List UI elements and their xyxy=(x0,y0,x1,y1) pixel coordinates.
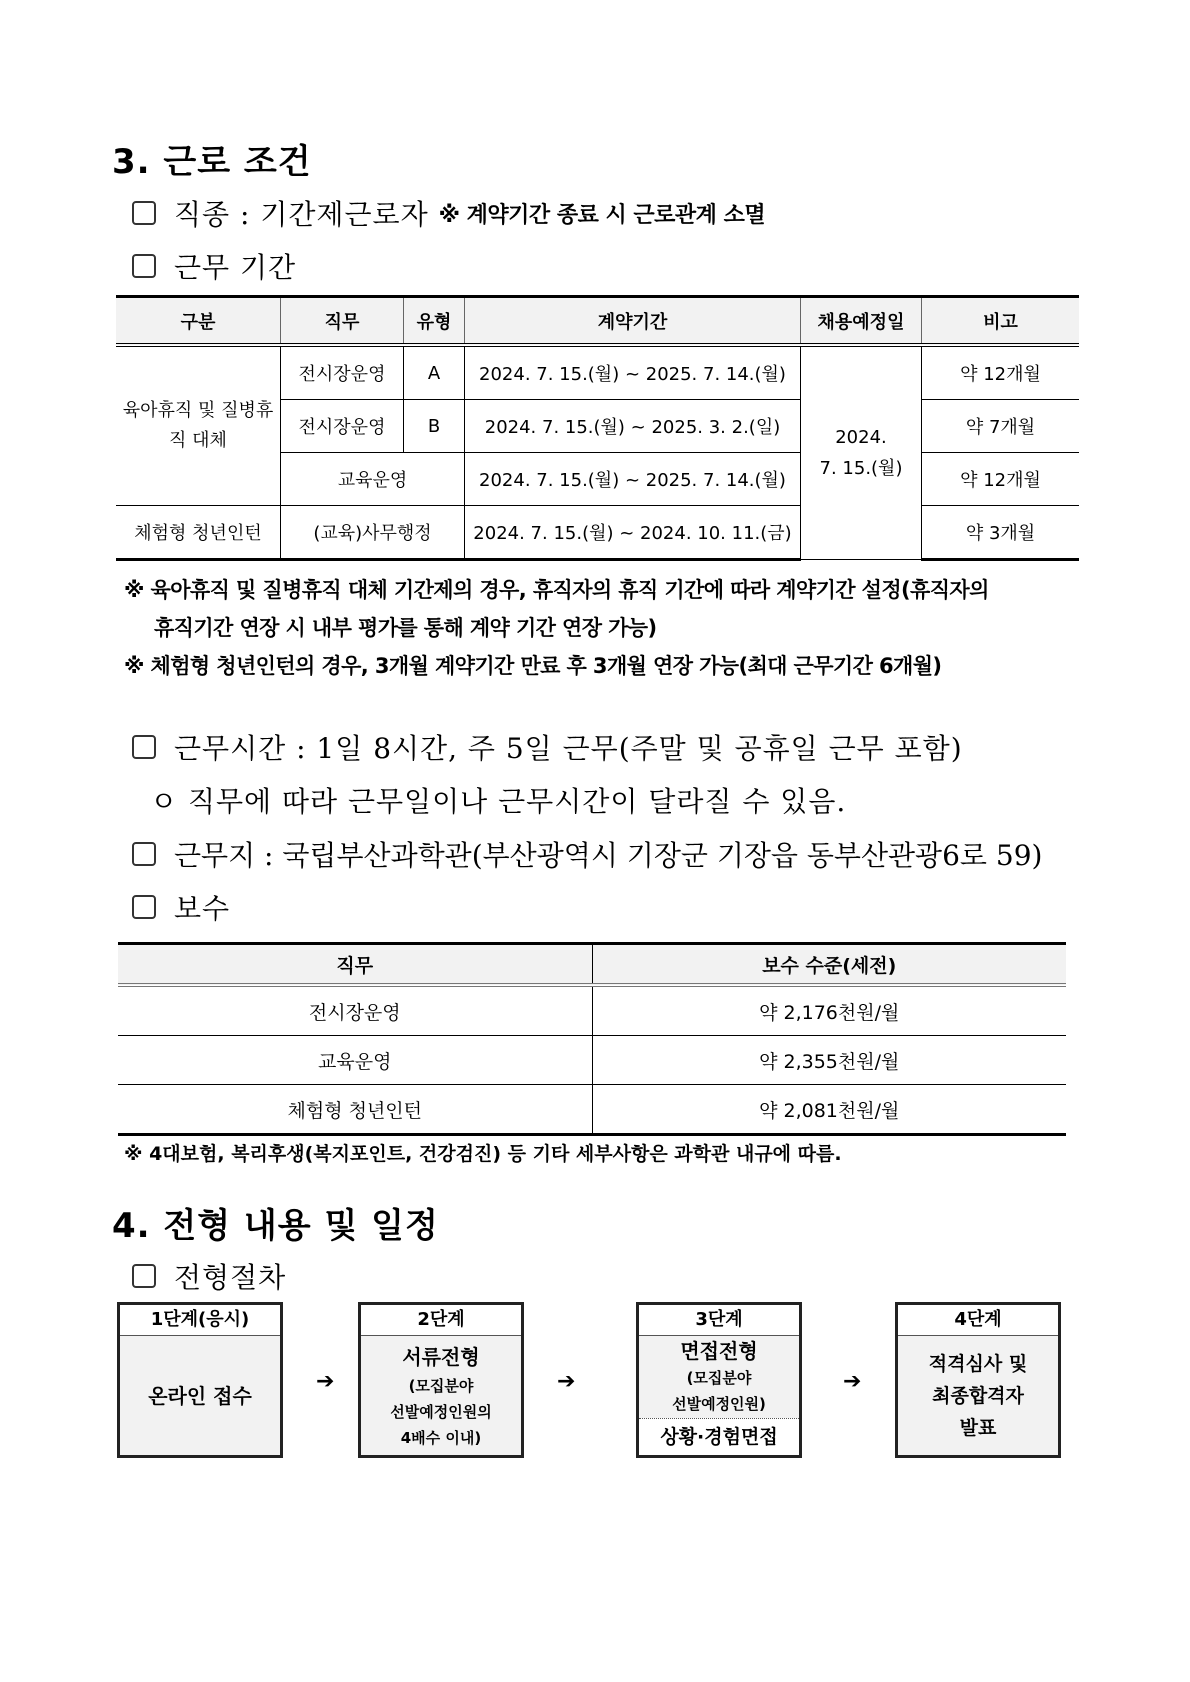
period-heading-text: 근무 기간 xyxy=(174,251,297,284)
workplace-text: 근무지 : 국립부산과학관(부산광역시 기장군 기장읍 동부산관광6로 59) xyxy=(174,839,1043,872)
step-sub: (모집분야 xyxy=(686,1369,752,1387)
checkbox-bullet-icon xyxy=(132,895,156,919)
step-4-box xyxy=(895,1302,1061,1458)
remark-cell: 약 12개월 xyxy=(922,345,1080,400)
pay-note: ※ 4대보험, 복리후생(복지포인트, 건강검진) 등 기타 세부사항은 과학관 내규에 따름. xyxy=(124,1143,842,1165)
checkbox-bullet-icon xyxy=(132,842,156,866)
step-3-box xyxy=(636,1302,802,1458)
period-cell: 2024. 7. 15.(월) ~ 2025. 7. 14.(월) xyxy=(465,345,801,400)
remark-cell: 약 12개월 xyxy=(922,453,1080,506)
job-type-note: ※ 계약기간 종료 시 근로관계 소멸 xyxy=(438,202,766,228)
step-1-box xyxy=(117,1302,283,1458)
step-sub: (모집분야 xyxy=(408,1376,474,1395)
section-4-title: 4. 전형 내용 및 일정 xyxy=(112,1206,439,1246)
col-header-remark: 비고 xyxy=(922,297,1080,346)
step-line: 최종합격자 xyxy=(932,1384,1024,1407)
procedure-heading xyxy=(132,1256,286,1296)
arrow-right-icon: ➔ xyxy=(557,1368,576,1393)
contract-period-table xyxy=(116,295,1079,561)
step-header: 1단계(응시) xyxy=(120,1305,280,1336)
period-note-1-cont: 휴직기간 연장 시 내부 평가를 통해 계약 기간 연장 가능) xyxy=(154,616,657,640)
step-sub: 4배수 이내) xyxy=(400,1428,482,1447)
step-line: 발표 xyxy=(959,1416,997,1439)
group-parental-leave: 육아휴직 및 질병휴직 대체 xyxy=(116,345,281,506)
work-hours-text: 근무시간 : 1일 8시간, 주 5일 근무(주말 및 공휴일 근무 포함) xyxy=(174,732,963,765)
col-header-type: 유형 xyxy=(404,297,465,346)
period-cell: 2024. 7. 15.(월) ~ 2025. 7. 14.(월) xyxy=(465,453,801,506)
col-header-category: 구분 xyxy=(116,297,281,346)
step-main: 서류전형 xyxy=(402,1344,480,1369)
period-note-2: ※ 체험형 청년인턴의 경우, 3개월 계약기간 만료 후 3개월 연장 가능(최대 근무기간 6개월) xyxy=(124,654,942,678)
checkbox-bullet-icon xyxy=(132,201,156,225)
hire-date-line1: 2024. xyxy=(835,426,887,448)
job-cell: 전시장운영 xyxy=(281,400,404,453)
procedure-heading-text: 전형절차 xyxy=(174,1261,287,1294)
checkbox-bullet-icon xyxy=(132,254,156,278)
job-type-label: 직종 : 기간제근로자 xyxy=(174,198,429,231)
step-main: 온라인 접수 xyxy=(148,1383,252,1408)
table-row xyxy=(118,985,1066,1036)
job-type-item xyxy=(132,193,765,233)
job-cell: 교육운영 xyxy=(118,1036,592,1085)
step-sub: 선발예정인원) xyxy=(672,1395,766,1413)
pay-heading-text: 보수 xyxy=(174,892,231,925)
table-row xyxy=(116,506,1079,560)
arrow-right-icon: ➔ xyxy=(843,1368,862,1393)
job-cell: (교육)사무행정 xyxy=(281,506,465,560)
table-row xyxy=(118,1085,1066,1135)
remark-cell: 약 3개월 xyxy=(922,506,1080,560)
pay-cell: 약 2,176천원/월 xyxy=(592,985,1066,1036)
table-header-row xyxy=(116,297,1079,346)
hire-date-cell xyxy=(801,345,922,560)
step-header: 4단계 xyxy=(898,1305,1058,1336)
job-cell: 체험형 청년인턴 xyxy=(118,1085,592,1135)
period-cell: 2024. 7. 15.(월) ~ 2025. 3. 2.(일) xyxy=(465,400,801,453)
type-cell: B xyxy=(404,400,465,453)
step-sub: 선발예정인원의 xyxy=(390,1402,492,1421)
step-main: 면접전형 xyxy=(680,1339,758,1363)
col-header-job: 직무 xyxy=(281,297,404,346)
job-cell: 교육운영 xyxy=(281,453,465,506)
type-cell: A xyxy=(404,345,465,400)
col-header-pay: 보수 수준(세전) xyxy=(592,944,1066,986)
hire-date-line2: 7. 15.(월) xyxy=(819,457,903,479)
table-row xyxy=(118,1036,1066,1085)
period-note-1: ※ 육아휴직 및 질병휴직 대체 기간제의 경우, 휴직자의 휴직 기간에 따라 계약기간 설정(휴직자의 xyxy=(124,578,989,602)
col-header-hire-date: 채용예정일 xyxy=(801,297,922,346)
table-row xyxy=(116,345,1079,400)
step-2-box xyxy=(358,1302,524,1458)
section-3-title: 3. 근로 조건 xyxy=(112,142,312,182)
pay-heading xyxy=(132,887,230,927)
step-header: 2단계 xyxy=(361,1305,521,1336)
period-heading xyxy=(132,246,296,286)
remark-cell: 약 7개월 xyxy=(922,400,1080,453)
arrow-right-icon: ➔ xyxy=(316,1368,335,1393)
period-cell: 2024. 7. 15.(월) ~ 2024. 10. 11.(금) xyxy=(465,506,801,560)
table-header-row xyxy=(118,944,1066,986)
step-header: 3단계 xyxy=(639,1305,799,1336)
col-header-contract-period: 계약기간 xyxy=(465,297,801,346)
work-hours-sub: ㅇ 직무에 따라 근무일이나 근무시간이 달라질 수 있음. xyxy=(150,785,847,818)
col-header-job: 직무 xyxy=(118,944,592,986)
checkbox-bullet-icon xyxy=(132,1264,156,1288)
job-cell: 전시장운영 xyxy=(118,985,592,1036)
job-cell: 전시장운영 xyxy=(281,345,404,400)
group-intern: 체험형 청년인턴 xyxy=(116,506,281,560)
pay-cell: 약 2,081천원/월 xyxy=(592,1085,1066,1135)
pay-table xyxy=(118,942,1066,1136)
workplace-item xyxy=(132,834,1042,874)
step-line: 적격심사 및 xyxy=(928,1352,1028,1375)
checkbox-bullet-icon xyxy=(132,735,156,759)
step-footer: 상황·경험면접 xyxy=(639,1418,799,1455)
work-hours-item xyxy=(132,727,963,767)
pay-cell: 약 2,355천원/월 xyxy=(592,1036,1066,1085)
